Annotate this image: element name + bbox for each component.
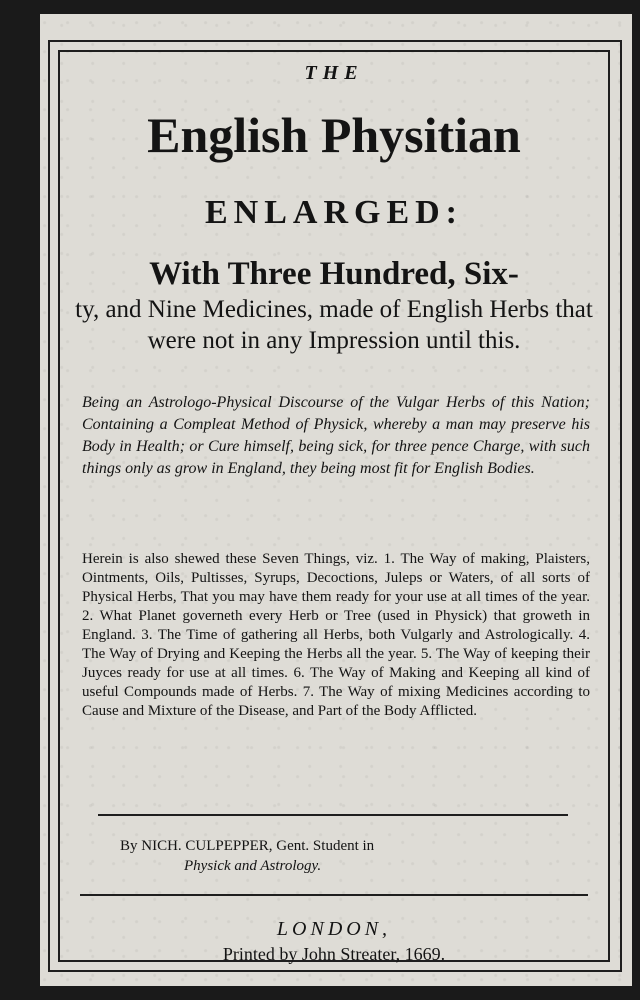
author-line [120, 836, 560, 876]
author-faculty: Physick and Astrology. [184, 858, 322, 874]
title-page [40, 14, 632, 986]
divider-rule [80, 894, 588, 896]
inner-border [58, 50, 610, 962]
imprint-place: LONDON, [276, 918, 392, 940]
imprint-printer: Printed by John Streater, 1669. [222, 944, 446, 964]
author-name: By NICH. CULPEPPER, Gent. Student in [120, 838, 375, 854]
divider-rule [98, 814, 568, 816]
subtitle-line-1: With Three Hundred, Six- [149, 256, 519, 292]
title-article: THE [304, 62, 364, 84]
title-enlarged: ENLARGED: [204, 194, 464, 231]
subtitle [60, 254, 608, 356]
subtitle-rest: ty, and Nine Medicines, made of English Herbs that were not in any Impression until this. [75, 296, 593, 354]
contents-paragraph: Herein is also shewed these Seven Things, viz. 1. The Way of making, Plaisters, Ointments, Oils, Pultisses, Syrups, Decoctions, Juleps or Waters, of all sorts of Physical Herbs, That you may have them ready for your use at all times of the year. 2. What Planet governeth every Herb or Tree (used in Physick) that groweth in England. 3. The Time of gathering all Herbs, both Vulgarly and Astrologically. 4. The Way of Drying and Keeping the Herbs all the year. 5. The Way of keeping their Juyces ready for use at all times. 6. The Way of Making and Keeping all kind of useful Compounds made of Herbs. 7. The Way of mixing Medicines according to Cause and Mixture of the Disease, and Part of the Body Afflicted. [82, 551, 590, 719]
main-title: English Physitian [147, 107, 521, 163]
description-paragraph: Being an Astrologo-Physical Discourse of the Vulgar Herbs of this Nation; Containing a Compleat Method of Physick, whereby a man may preserve his Body in Health; or Cure himself, being sick, for three pence Charge, with such things only as grow in England, they being most fit for English Bodies. [82, 394, 590, 477]
